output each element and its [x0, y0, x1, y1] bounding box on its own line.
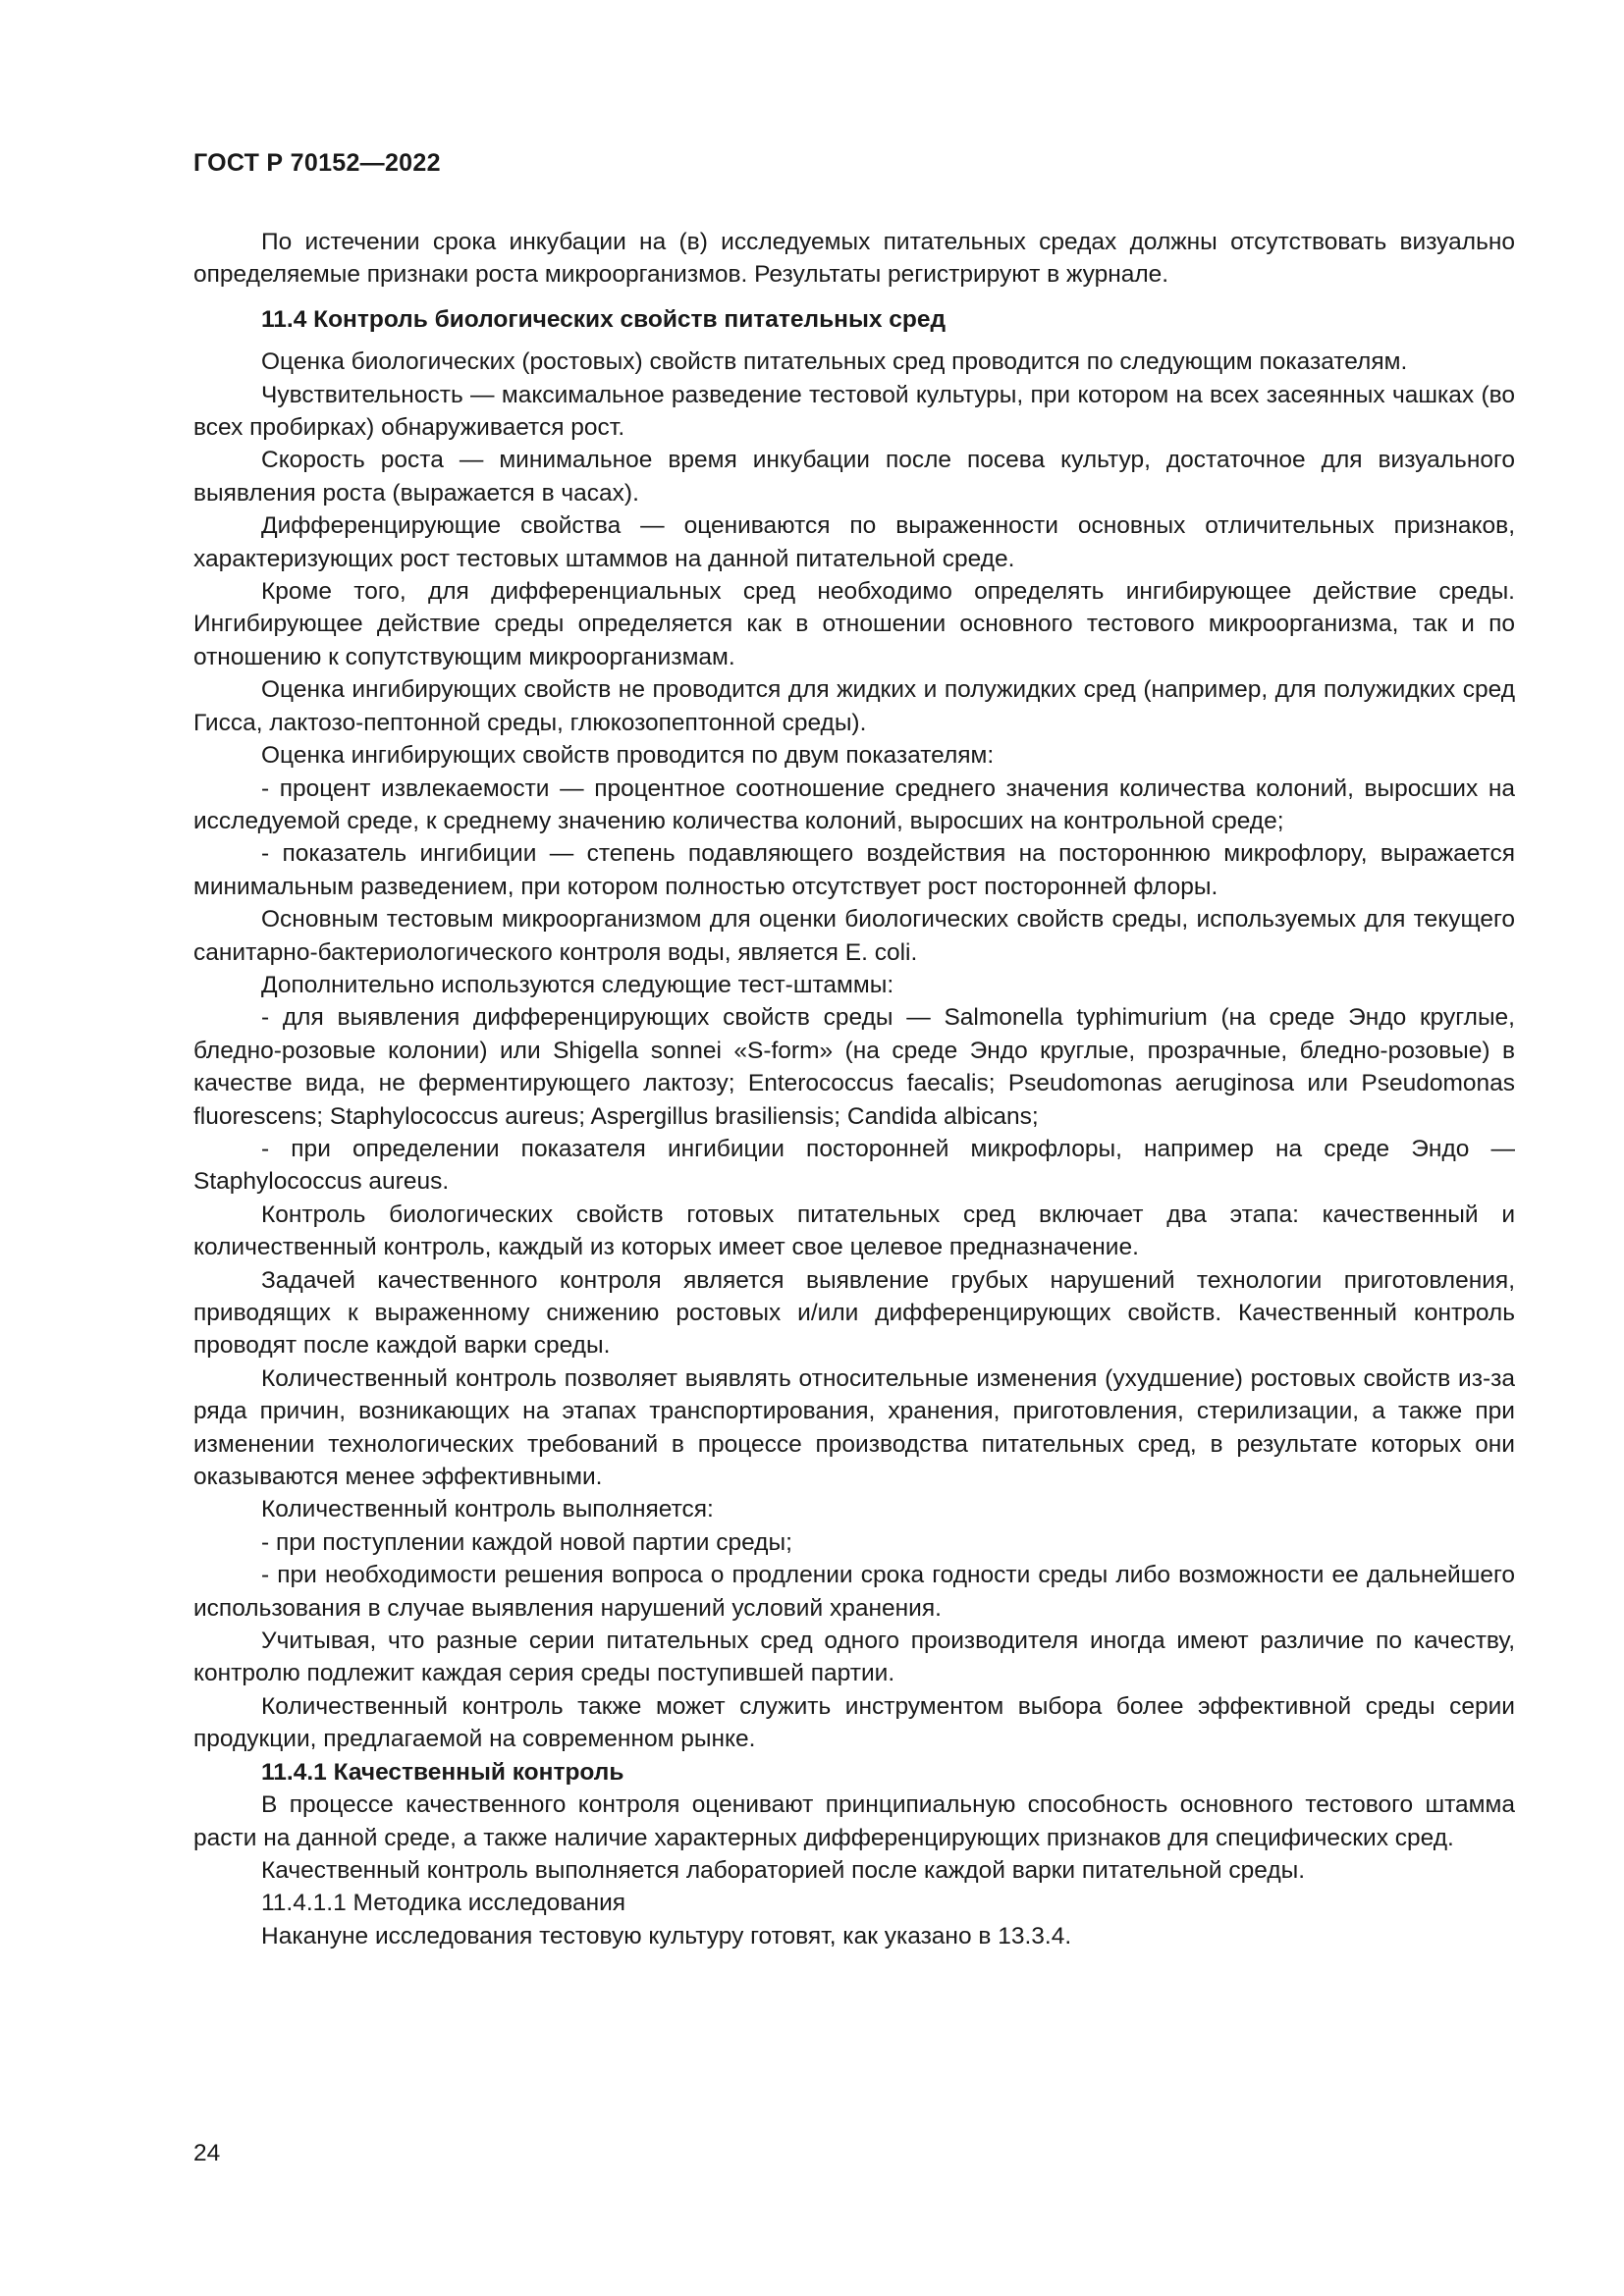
paragraph: Чувствительность — максимальное разведение тестовой культуры, при котором на всех засеянных чашках (во всех пробирках) обнаруживается рост. [193, 381, 1515, 442]
paragraph: Дополнительно используются следующие тест-штаммы: [261, 971, 894, 998]
list-item: - показатель ингибиции — степень подавляющего воздействия на постороннюю микрофлору, выражается минимальным разведением, при котором полностью отсутствует рост посторонней флоры. [193, 840, 1515, 900]
paragraph: Оценка ингибирующих свойств не проводится для жидких и полужидких сред (например, для полужидких сред Гисса, лактозо-пептонной среды, глюкозопептонной среды). [193, 676, 1515, 736]
section-heading: 11.4 Контроль биологических свойств питательных сред [261, 305, 947, 333]
paragraph: Количественный контроль позволяет выявлять относительные изменения (ухудшение) ростовых свойств из-за ряда причин, возникающих на этапах транспортирования, хранения, приготовления, стерилизации, а также при изменении технологических требований в процессе производства питательных сред, в результате которых они оказываются менее эффективными. [193, 1364, 1515, 1491]
list-item: - для выявления дифференцирующих свойств среды — Salmonella typhimurium (на среде Эндо круглые, бледно-розовые колонии) или Shigella sonnei «S-form» (на среде Эндо круглые, прозрачные, бледно-розовые) в качестве вида, не ферментирующего лактозу; Enterococcus faecalis; Pseudomonas aeruginosa или Pseudomonas fluorescens; Staphylococcus aureus; Aspergillus brasiliensis; Candida albicans; [193, 1004, 1515, 1130]
list-item: - при определении показателя ингибиции посторонней микрофлоры, например на среде Эндо — Staphylococcus aureus. [193, 1135, 1515, 1196]
paragraph: Основным тестовым микроорганизмом для оценки биологических свойств среды, используемых для текущего санитарно-бактериологического контроля воды, является E. coli. [193, 906, 1515, 966]
paragraph: Оценка биологических (ростовых) свойств питательных сред проводится по следующим показателям. [261, 348, 1408, 376]
paragraph: Задачей качественного контроля является выявление грубых нарушений технологии приготовления, приводящих к выраженному снижению ростовых и/или дифференцирующих свойств. Качественный контроль проводят после каждой варки среды. [193, 1266, 1515, 1360]
paragraph: Количественный контроль выполняется: [261, 1496, 714, 1523]
subsubsection-heading: 11.4.1.1 Методика исследования [261, 1890, 626, 1917]
paragraph: Накануне исследования тестовую культуру готовят, как указано в 13.3.4. [261, 1922, 1072, 1949]
paragraph: Качественный контроль выполняется лабораторией после каждой варки питательной среды. [261, 1856, 1306, 1884]
paragraph: Кроме того, для дифференциальных сред необходимо определять ингибирующее действие среды. Ингибирующее действие среды определяется как в отношении основного тестового микроорганизма, так и по отношению к сопутствующим микроорганизмам. [193, 578, 1515, 670]
paragraph: Учитывая, что разные серии питательных сред одного производителя иногда имеют различие по качеству, контролю подлежит каждая серия среды поступившей партии. [193, 1628, 1515, 1687]
document-code-header: ГОСТ Р 70152—2022 [193, 149, 441, 177]
paragraph: Оценка ингибирующих свойств проводится по двум показателям: [261, 742, 995, 770]
subsection-heading: 11.4.1 Качественный контроль [261, 1758, 624, 1786]
document-body [193, 226, 1515, 1952]
paragraph: Скорость роста — минимальное время инкубации после посева культур, достаточное для визуального выявления роста (выражается в часах). [193, 447, 1515, 507]
paragraph: Контроль биологических свойств готовых питательных сред включает два этапа: качественный и количественный контроль, каждый из которых имеет свое целевое предназначение. [193, 1201, 1515, 1261]
paragraph: Дифференцирующие свойства — оцениваются по выраженности основных отличительных признаков, характеризующих рост тестовых штаммов на данной питательной среде. [193, 512, 1515, 572]
paragraph: Количественный контроль также может служить инструментом выбора более эффективной среды серии продукции, предлагаемой на современном рынке. [193, 1692, 1515, 1753]
page-number: 24 [193, 2140, 221, 2166]
list-item: - процент извлекаемости — процентное соотношение среднего значения количества колоний, выросших на исследуемой среде, к среднему значению количества колоний, выросших на контрольной среде; [193, 774, 1515, 834]
paragraph: В процессе качественного контроля оценивают принципиальную способность основного тестового штамма расти на данной среде, а также наличие характерных дифференцирующих признаков для специфических сред. [193, 1791, 1515, 1851]
list-item: - при поступлении каждой новой партии среды; [261, 1528, 792, 1556]
paragraph: По истечении срока инкубации на (в) исследуемых питательных средах должны отсутствовать визуально определяемые признаки роста микроорганизмов. Результаты регистрируют в журнале. [193, 229, 1515, 289]
list-item: - при необходимости решения вопроса о продлении срока годности среды либо возможности ее дальнейшего использования в случае выявления нарушений условий хранения. [193, 1562, 1515, 1622]
